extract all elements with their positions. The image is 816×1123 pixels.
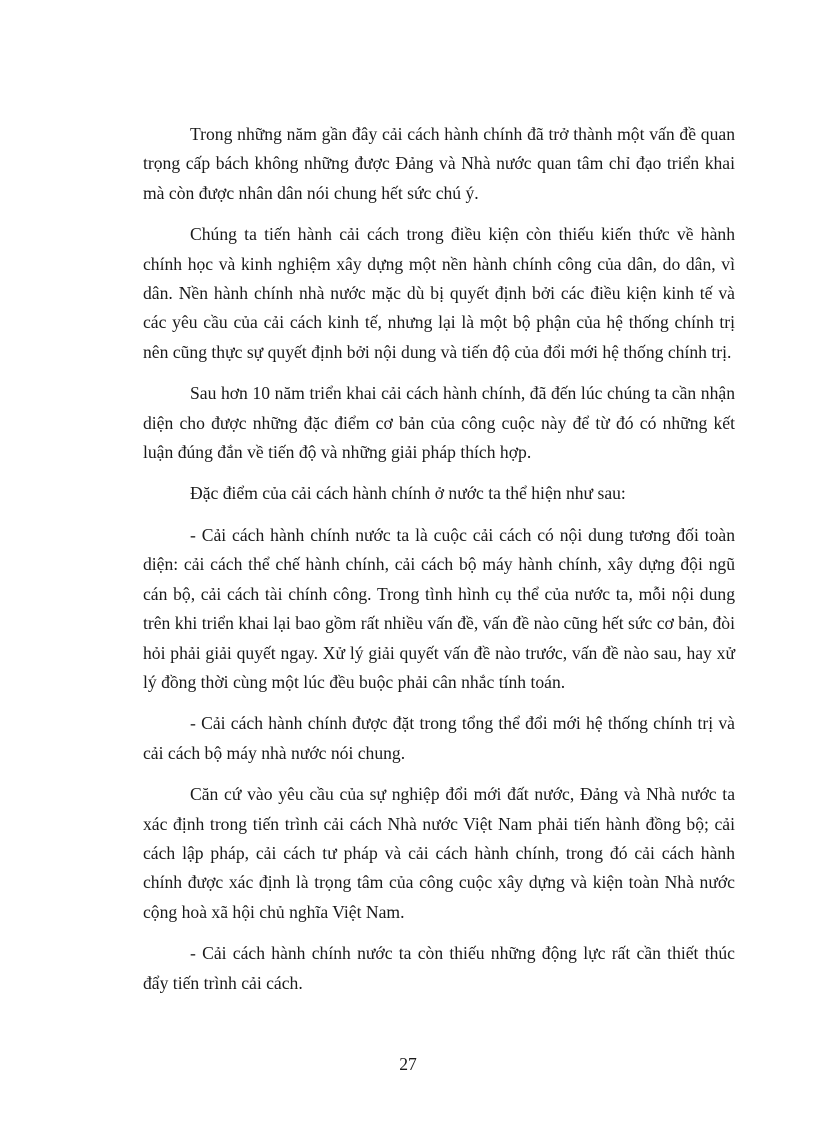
page-number: 27 — [399, 1054, 417, 1074]
body-text — [143, 120, 735, 1010]
list-item-paragraph: - Cải cách hành chính được đặt trong tổng thể đổi mới hệ thống chính trị và cải cách bộ máy nhà nước nói chung. — [143, 713, 735, 763]
paragraph: Trong những năm gần đây cải cách hành chính đã trở thành một vấn đề quan trọng cấp bách không những được Đảng và Nhà nước quan tâm chỉ đạo triển khai mà còn được nhân dân nói chung hết sức chú ý. — [143, 124, 735, 203]
paragraph: Sau hơn 10 năm triển khai cải cách hành chính, đã đến lúc chúng ta cần nhận diện cho được những đặc điểm cơ bản của công cuộc này để từ đó có những kết luận đúng đắn về tiến độ và những giải pháp thích hợp. — [143, 383, 735, 463]
paragraph: Chúng ta tiến hành cải cách trong điều kiện còn thiếu kiến thức về hành chính học và kinh nghiệm xây dựng một nền hành chính công của dân, do dân, vì dân. Nền hành chính nhà nước mặc dù bị quyết định bởi các điều kiện kinh tế và các yêu cầu của cải cách kinh tế, nhưng lại là một bộ phận của hệ thống chính trị nên cũng thực sự quyết định bởi nội dung và tiến độ của đổi mới hệ thống chính trị. — [143, 224, 735, 362]
paragraph: Căn cứ vào yêu cầu của sự nghiệp đổi mới đất nước, Đảng và Nhà nước ta xác định trong tiến trình cải cách Nhà nước Việt Nam phải tiến hành đồng bộ; cải cách lập pháp, cải cách tư pháp và cải cách hành chính, trong đó cải cách hành chính được xác định là trọng tâm của công cuộc xây dựng và kiện toàn Nhà nước cộng hoà xã hội chủ nghĩa Việt Nam. — [143, 784, 735, 922]
paragraph: Đặc điểm của cải cách hành chính ở nước ta thể hiện như sau: — [190, 483, 626, 504]
list-item-paragraph: - Cải cách hành chính nước ta là cuộc cải cách có nội dung tương đối toàn diện: cải cách thể chế hành chính, cải cách bộ máy hành chính, xây dựng đội ngũ cán bộ, cải cách tài chính công. Trong tình hình cụ thể của nước ta, mỗi nội dung trên khi triển khai lại bao gồm rất nhiều vấn đề, vấn đề nào cũng hết sức cơ bản, đòi hỏi phải giải quyết ngay. Xử lý giải quyết vấn đề nào trước, vấn đề nào sau, hay xử lý đồng thời cùng một lúc đều buộc phải cân nhắc tính toán. — [143, 524, 735, 692]
list-item-paragraph: - Cải cách hành chính nước ta còn thiếu những động lực rất cần thiết thúc đẩy tiến trình cải cách. — [143, 943, 735, 993]
